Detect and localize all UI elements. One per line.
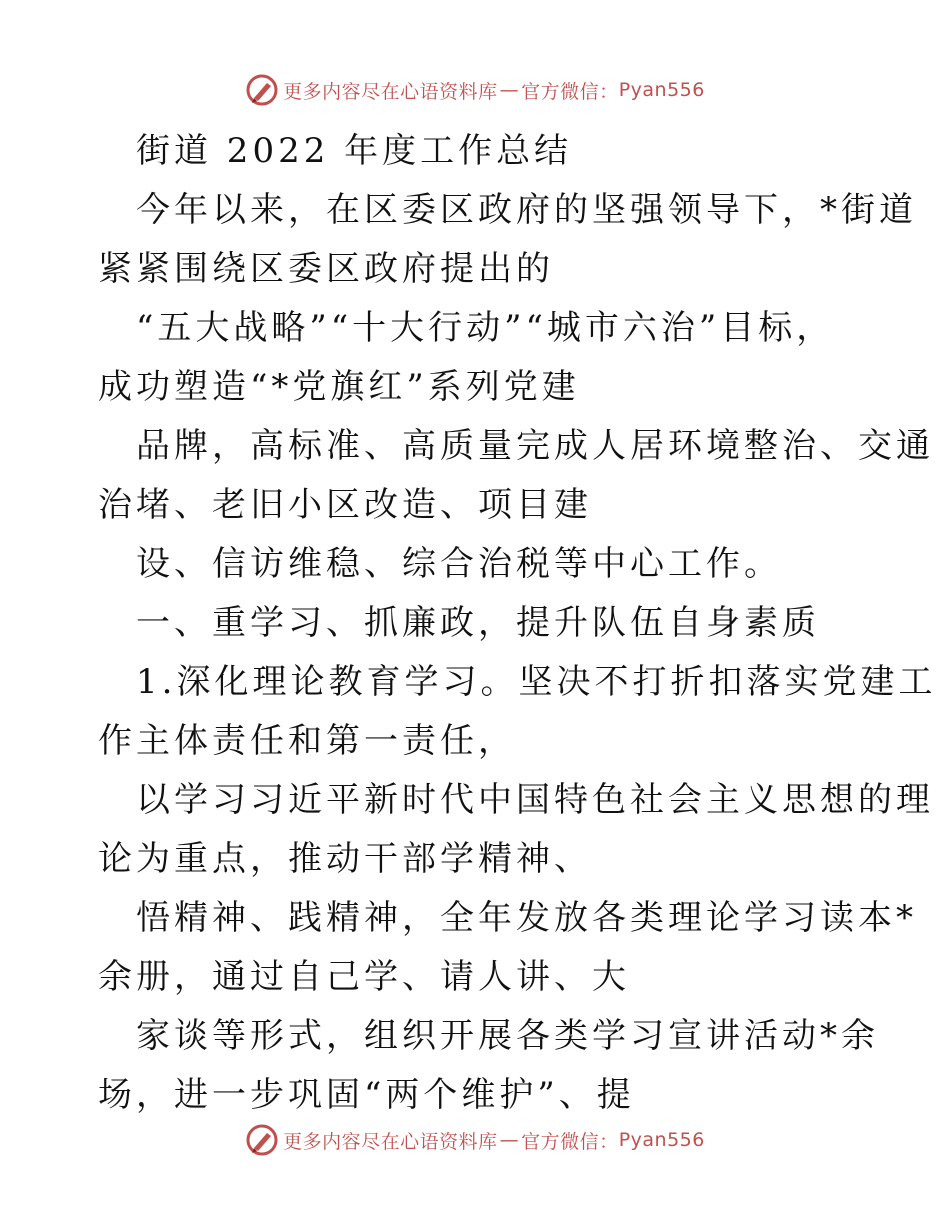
document-body [98,122,937,1125]
text-line: 一、重学习、抓廉政，提升队伍自身素质 [136,603,820,643]
text-line: “五大战略”“十大行动”“城市六治”目标， [136,308,835,348]
text-line: 悟精神、践精神，全年发放各类理论学习读本* [136,898,917,938]
watermark-text: 更多内容尽在心语资料库 [283,1130,498,1153]
watermark-separator: — [499,1129,520,1151]
text-line: 1.深化理论教育学习。坚决不打折扣落实党建工 [136,662,937,702]
watermark-suffix: 官方微信： [521,80,619,103]
text-line: 紧紧围绕区委区政府提出的 [98,249,554,289]
text-line: 治堵、老旧小区改造、项目建 [98,485,592,525]
pen-circle-logo-icon [245,73,279,107]
watermark-footer [0,1120,950,1160]
text-line: 今年以来，在区委区政府的坚强领导下，*街道 [136,190,917,230]
document-title: 街道 2022 年度工作总结 [136,131,573,171]
text-line: 设、信访维稳、综合治税等中心工作。 [136,544,782,584]
pen-circle-logo-icon [245,1123,279,1157]
text-line: 成功塑造“*党旗红”系列党建 [98,367,580,407]
text-line: 论为重点，推动干部学精神、 [98,839,592,879]
text-line: 家谈等形式，组织开展各类学习宣讲活动*余 [136,1016,879,1056]
text-line: 场，进一步巩固“两个维护”、提 [98,1075,635,1115]
watermark-handle: Pyan556 [618,1129,705,1151]
text-line: 品牌，高标准、高质量完成人居环境整治、交通 [136,426,934,466]
watermark-handle: Pyan556 [618,79,705,101]
watermark-header [0,70,950,110]
watermark-text: 更多内容尽在心语资料库 [283,80,498,103]
watermark-suffix: 官方微信： [521,1130,619,1153]
watermark-separator: — [499,79,520,101]
text-line: 以学习习近平新时代中国特色社会主义思想的理 [136,780,934,820]
text-line: 余册，通过自己学、请人讲、大 [98,957,630,997]
text-line: 作主体责任和第一责任， [98,721,516,761]
